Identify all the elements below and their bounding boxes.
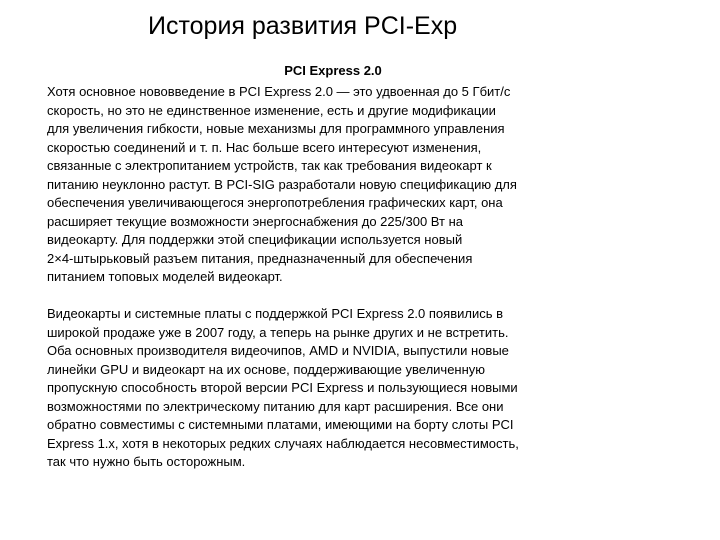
paragraph-line: для увеличения гибкости, новые механизмы для программного управления: [47, 121, 505, 136]
paragraph-2: [47, 305, 665, 472]
slide-title: История развития PCI-Exp: [148, 12, 458, 40]
paragraph-line: расширяет текущие возможности энергоснабжения до 225/300 Вт на: [47, 213, 463, 229]
paragraph-line: Хотя основное нововведение в PCI Express 2.0 — это удвоенная до 5 Гбит/с: [47, 84, 511, 99]
paragraph-line: широкой продаже уже в 2007 году, а теперь на рынке других и не встретить.: [47, 324, 509, 340]
paragraph-1: [47, 83, 665, 287]
paragraph-line: Express 1.x, хотя в некоторых редких случаях наблюдается несовместимость,: [47, 435, 519, 451]
paragraph-line: пропускную способность второй версии PCI Express и пользующиеся новыми: [47, 380, 518, 395]
paragraph-line: возможностями по электрическому питанию для карт расширения. Все они: [47, 398, 504, 414]
paragraph-line: скоростью соединений и т. п. Нас больше всего интересуют изменения,: [47, 139, 482, 155]
paragraph-line: 2×4-штырьковый разъем питания, предназначенный для обеспечения: [47, 250, 473, 266]
paragraph-line: скорость, но это не единственное изменение, есть и другие модификации: [47, 102, 496, 118]
paragraph-line: обеспечения увеличивающегося энергопотребления графических карт, она: [47, 195, 503, 210]
paragraph-line: линейки GPU и видеокарт на их основе, поддерживающие увеличенную: [47, 361, 486, 377]
paragraph-line: питанию неуклонно растут. В PCI-SIG разработали новую спецификацию для: [47, 176, 517, 192]
paragraph-line: питанием топовых моделей видеокарт.: [47, 269, 283, 284]
paragraph-line: связанные с электропитанием устройств, так как требования видеокарт к: [47, 158, 492, 173]
slide-subtitle: PCI Express 2.0: [284, 63, 382, 78]
paragraph-line: обратно совместимы с системными платами, имеющими на борту слоты PCI: [47, 417, 514, 432]
paragraph-line: Оба основных производителя видеочипов, AMD и NVIDIA, выпустили новые: [47, 343, 509, 358]
paragraph-line: так что нужно быть осторожным.: [47, 454, 246, 469]
paragraph-line: видеокарту. Для поддержки этой спецификации используется новый: [47, 232, 463, 247]
paragraph-line: Видеокарты и системные платы с поддержкой PCI Express 2.0 появились в: [47, 306, 504, 321]
slide-body: [47, 83, 665, 472]
